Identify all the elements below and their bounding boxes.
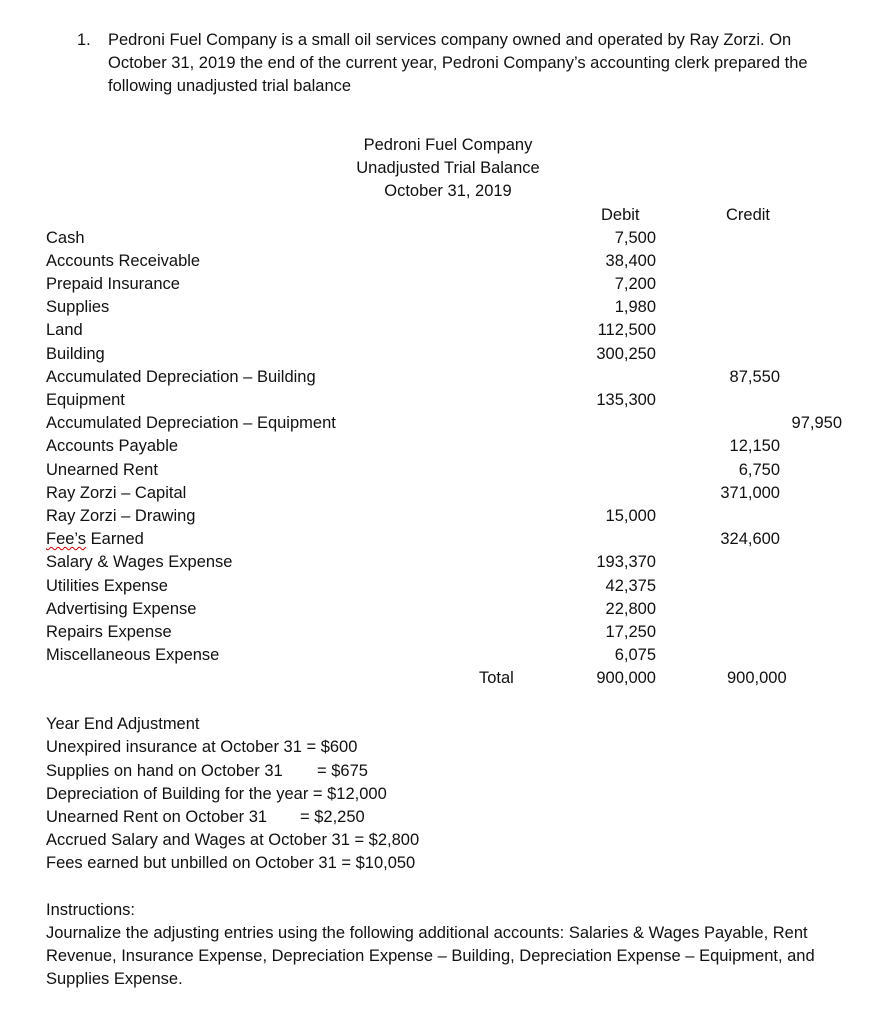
account-name: Accumulated Depreciation – Building — [46, 368, 316, 386]
credit-amount: 324,600 — [720, 530, 780, 548]
report-title: Unadjusted Trial Balance — [356, 159, 540, 177]
account-name: Advertising Expense — [46, 600, 197, 618]
adjustment-item: Supplies on hand on October 31 — [46, 762, 283, 780]
account-name: Equipment — [46, 391, 125, 409]
credit-amount: 12,150 — [729, 437, 780, 455]
company-name: Pedroni Fuel Company — [363, 136, 533, 154]
adjustment-item: Depreciation of Building for the year = $12,000 — [46, 785, 387, 803]
account-name: Accumulated Depreciation – Equipment — [46, 414, 336, 432]
credit-amount: 371,000 — [720, 484, 780, 502]
credit-amount: 97,950 — [791, 414, 842, 432]
instructions-text: Journalize the adjusting entries using the following additional accounts: Salaries & Wages Payable, Rent Revenue, Insurance Expense, Depreciation Expense – Building, Depreciation Expense – Equipment, and Supplies Expense. — [46, 924, 815, 988]
account-name: Repairs Expense — [46, 623, 172, 641]
credit-amount: 6,750 — [738, 461, 780, 479]
debit-amount: 22,800 — [605, 600, 656, 618]
debit-amount: 7,200 — [614, 275, 656, 293]
debit-amount: 15,000 — [605, 507, 656, 525]
spellcheck-word: Fee’s — [46, 530, 87, 548]
adjustment-item: Unexpired insurance at October 31 = $600 — [46, 738, 358, 756]
account-name: Land — [46, 321, 83, 339]
adjustment-item: Unearned Rent on October 31 — [46, 808, 268, 826]
report-date: October 31, 2019 — [384, 182, 512, 200]
account-name: Ray Zorzi – Capital — [46, 484, 187, 502]
adjustment-item: Accrued Salary and Wages at October 31 = $2,800 — [46, 831, 420, 849]
account-name: Cash — [46, 229, 85, 247]
instructions-title: Instructions: — [46, 901, 135, 919]
adjustment-item: Fees earned but unbilled on October 31 = $10,050 — [46, 854, 416, 872]
account-name: Ray Zorzi – Drawing — [46, 507, 196, 525]
account-name — [46, 528, 144, 551]
debit-amount: 300,250 — [596, 345, 656, 363]
account-name: Prepaid Insurance — [46, 275, 180, 293]
account-name: Accounts Payable — [46, 437, 179, 455]
account-name: Unearned Rent — [46, 461, 158, 479]
total-label: Total — [479, 669, 514, 687]
debit-amount: 6,075 — [614, 646, 656, 664]
debit-amount: 7,500 — [614, 229, 656, 247]
total-credit: 900,000 — [727, 669, 787, 687]
debit-amount: 193,370 — [596, 553, 656, 571]
question-intro: Pedroni Fuel Company is a small oil services company owned and operated by Ray Zorzi. On October 31, 2019 the end of the current year, Pedroni Company’s accounting clerk prepared the following unadjusted trial balance — [108, 31, 808, 95]
adjustments-title: Year End Adjustment — [46, 715, 200, 733]
debit-amount: 1,980 — [614, 298, 656, 316]
account-name: Building — [46, 345, 105, 363]
debit-column-header: Debit — [601, 206, 640, 224]
adjustment-value: = $675 — [317, 762, 368, 780]
credit-amount: 87,550 — [729, 368, 780, 386]
debit-amount: 135,300 — [596, 391, 656, 409]
account-name-suffix: Earned — [86, 530, 144, 548]
credit-column-header: Credit — [726, 206, 771, 224]
debit-amount: 38,400 — [605, 252, 656, 270]
account-name: Supplies — [46, 298, 110, 316]
account-name: Accounts Receivable — [46, 252, 201, 270]
account-name: Miscellaneous Expense — [46, 646, 220, 664]
account-name: Utilities Expense — [46, 577, 168, 595]
account-name: Salary & Wages Expense — [46, 553, 233, 571]
debit-amount: 112,500 — [597, 321, 656, 339]
debit-amount: 42,375 — [605, 577, 656, 595]
debit-amount: 17,250 — [605, 623, 656, 641]
adjustment-value: = $2,250 — [300, 808, 365, 826]
question-number: 1. — [77, 31, 91, 49]
total-debit: 900,000 — [596, 669, 656, 687]
